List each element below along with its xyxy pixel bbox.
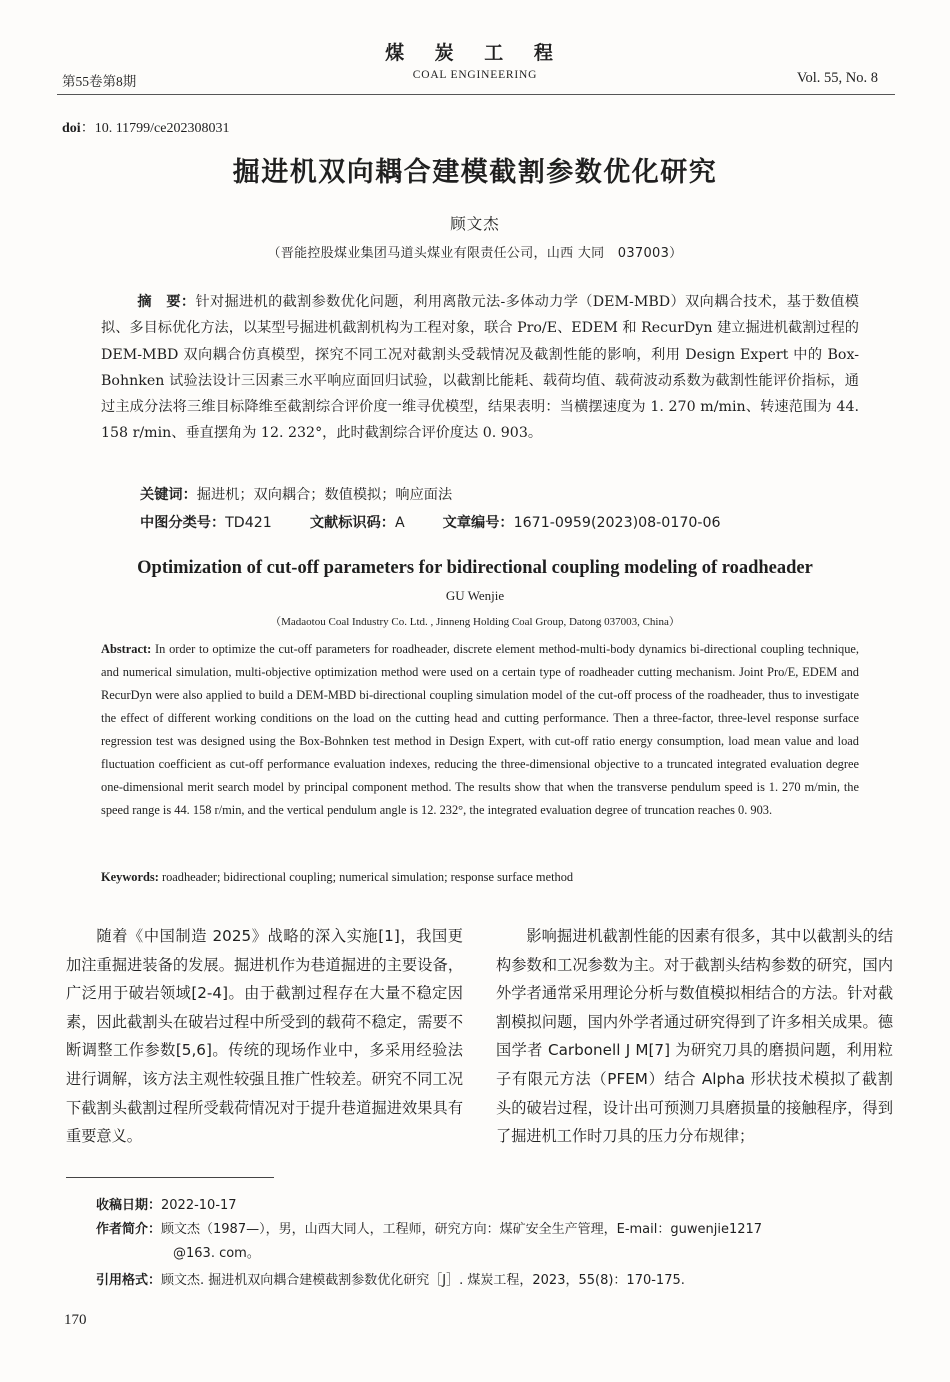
affiliation-cn: （晋能控股煤业集团马道头煤业有限责任公司，山西 大同 037003） <box>267 246 683 261</box>
author-intro-value: 顾文杰（1987—），男，山西大同人，工程师，研究方向：煤矿安全生产管理，E-mail：guwenjie1217 <box>161 1222 763 1237</box>
article-no-value: 1671-0959(2023)08-0170-06 <box>513 515 721 531</box>
article-no-label: 文章编号： <box>442 515 514 531</box>
abstract-cn <box>101 289 859 447</box>
body-paragraph: 影响掘进机截割性能的因素有很多，其中以截割头的结构参数和工况参数为主。对于截割头结构参数的研究，国内外学者通常采用理论分析与数值模拟相结合的方法。针对截割模拟问题，国内外学者通过研究得到了许多相关成果。德国学者 Carbonell J M[7] 为研究刀具的磨损问题，利用粒子有限元方法（PFEM）结合 Alpha 形状技术模拟了截割头的破岩过程，设计出可预测刀具磨损量的接触程序，得到了掘进机工作时刀具的压力分布规律； <box>496 927 893 1146</box>
abstract-cn-text: 针对掘进机的截割参数优化问题，利用离散元法-多体动力学（DEM-MBD）双向耦合技术，基于数值模拟、多目标优化方法，以某型号掘进机截割机构为工程对象，联合 Pro/E、EDEM 和 RecurDyn 建立掘进机截割过程的 DEM-MBD 双向耦合仿真模型，探究不同工况对截割头受载情况及截割性能的影响，利用 Design Expert 中的 Box-Bohnken 试验法设计三因素三水平响应面回归试验，以截割比能耗、载荷均值、载荷波动系数为截割性能评价指标，通过主成分法将三维目标降维至截割综合评价度一维寻优模型，结果表明：当横摆速度为 1. 270 m/min、转速范围为 44. 158 r/min、垂直摆角为 12. 232°，此时截割综合评价度达 0. 903。 <box>101 294 859 442</box>
abstract-cn-label: 摘 要： <box>137 294 196 310</box>
author-intro-value-cont: @163. com。 <box>173 1246 260 1261</box>
author-cn: 顾文杰 <box>450 215 500 233</box>
paper-title-en: Optimization of cut-off parameters for bidirectional coupling modeling of roadheader <box>137 558 813 578</box>
citation-label: 引用格式： <box>96 1273 162 1288</box>
issue-en: Vol. 55, No. 8 <box>796 70 878 86</box>
doi-line: doi：10. 11799/ce202308031 <box>62 121 230 136</box>
issue-cn: 第55卷第8期 <box>62 74 137 89</box>
keywords-en <box>101 870 573 885</box>
clc-value: TD421 <box>225 515 272 531</box>
page-number: 170 <box>64 1312 87 1328</box>
received-value: 2022-10-17 <box>161 1198 237 1213</box>
classification-line <box>140 512 721 532</box>
abstract-en-text: In order to optimize the cut-off parameters for roadheader, discrete element method-multi-body dynamics bi-directional coupling technique, and numerical simulation, multi-objective optimization method were used on a certain type of roadheader cutting mechanism. Joint Pro/E, EDEM and RecurDyn were also applied to build a DEM-MBD bi-directional coupling simulation model of the cut-off process of the roadheader, thus to investigate the effect of different working conditions on the load on the cutting head and cutting performance. Then a three-factor, three-level response surface regression test was designed using the Box-Bohnken test method in Design Expert, with cut-off ratio energy consumption, load mean value and load fluctuation coefficient as cut-off performance evaluation indexes, reducing the three-dimensional objective to a truncated integrated evaluation degree one-dimensional merit search model by principal component method. The results show that when the transverse pendulum speed is 1. 270 m/min, the speed range is 44. 158 r/min, and the vertical pendulum angle is 12. 232°, the integrated evaluation degree of truncation reaches 0. 903. <box>101 642 859 818</box>
keywords-en-label: Keywords: <box>101 870 159 884</box>
header-rule <box>57 94 895 95</box>
body-right-column <box>496 922 893 1151</box>
citation-value: 顾文杰. 掘进机双向耦合建模截割参数优化研究［J］. 煤炭工程，2023，55(8)：170-175. <box>161 1273 685 1288</box>
body-left-column <box>66 922 463 1151</box>
abstract-en <box>101 638 859 822</box>
footnote-citation <box>96 1269 896 1293</box>
keywords-en-text: roadheader; bidirectional coupling; numerical simulation; response surface method <box>161 870 574 884</box>
footnote-author <box>96 1218 896 1266</box>
keywords-cn-label: 关键词： <box>140 487 197 503</box>
body-paragraph: 随着《中国制造 2025》战略的深入实施[1]，我国更加注重掘进装备的发展。掘进机作为巷道掘进的主要设备，广泛用于破岩领域[2-4]。由于截割过程存在大量不稳定因素，因此截割头在破岩过程中所受到的载荷不稳定，需要不断调整工作参数[5,6]。传统的现场作业中，多采用经验法进行调解，该方法主观性较强且推广性较差。研究不同工况下截割头截割过程所受载荷情况对于提升巷道掘进效果具有重要意义。 <box>66 927 463 1146</box>
journal-title-cn: 煤 炭 工 程 <box>385 42 565 64</box>
doi-label: doi <box>62 121 81 136</box>
doc-code-label: 文献标识码： <box>309 515 395 531</box>
footnote-received <box>96 1194 896 1218</box>
paper-title-cn: 掘进机双向耦合建模截割参数优化研究 <box>232 157 718 188</box>
footnote-rule <box>66 1177 274 1178</box>
affiliation-en: （Madaotou Coal Industry Co. Ltd. , Jinneng Holding Coal Group, Datong 037003, China） <box>270 616 680 628</box>
author-intro-label: 作者简介： <box>96 1222 162 1237</box>
keywords-cn <box>140 484 452 504</box>
doc-code-value: A <box>394 515 405 531</box>
journal-title-en: COAL ENGINEERING <box>412 69 538 81</box>
clc-label: 中图分类号： <box>140 515 226 531</box>
keywords-cn-text: 掘进机；双向耦合；数值模拟；响应面法 <box>196 487 453 503</box>
author-en: GU Wenjie <box>445 588 505 603</box>
doi-value[interactable]: 10. 11799/ce202308031 <box>94 121 230 136</box>
abstract-en-label: Abstract: <box>101 642 152 656</box>
received-label: 收稿日期： <box>96 1198 162 1213</box>
